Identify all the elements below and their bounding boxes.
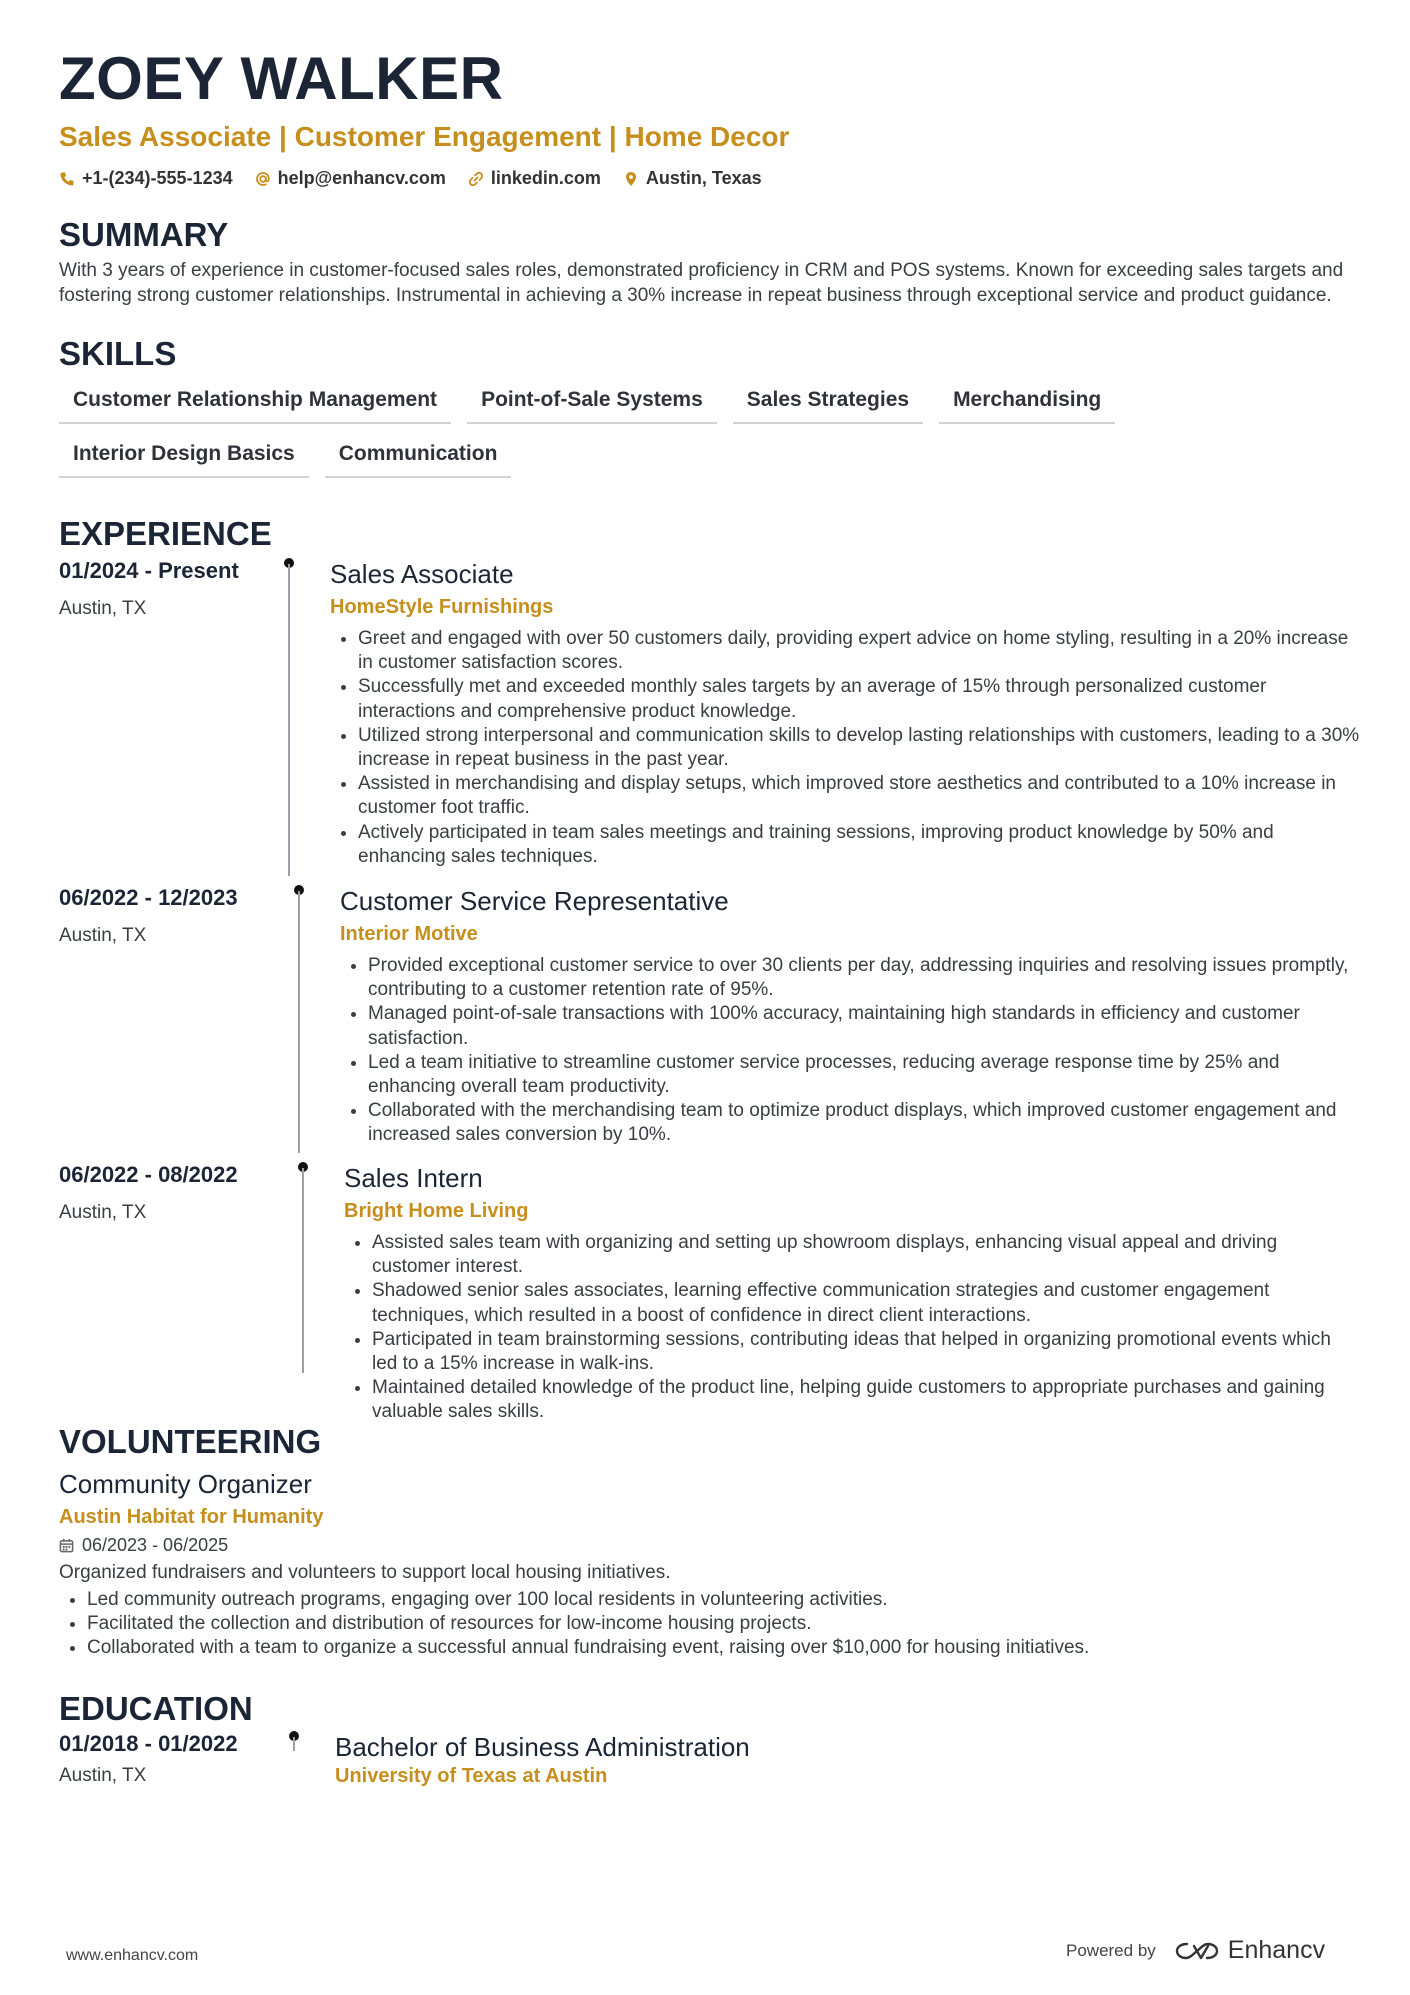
job-bullet: • Collaborated with the merchandising team to optimize product displays, which improved customer engagement and increased sales conversion by 10%. bbox=[368, 1099, 1360, 1147]
volunteer-bullet: • Led community outreach programs, engaging over 100 local residents in volunteering activities. bbox=[87, 1588, 1359, 1612]
tagline: Sales Associate | Customer Engagement | Home Decor bbox=[59, 121, 790, 152]
footer-website[interactable]: www.enhancv.com bbox=[66, 1947, 199, 1964]
footer-branding bbox=[1066, 1936, 1325, 1965]
experience-entry bbox=[59, 1162, 1359, 1422]
job-company: HomeStyle Furnishings bbox=[330, 596, 554, 618]
skill-tag: Sales Strategies bbox=[733, 382, 923, 424]
volunteer-organization: Austin Habitat for Humanity bbox=[59, 1506, 324, 1528]
job-location: Austin, TX bbox=[59, 598, 147, 619]
skill-tag: Customer Relationship Management bbox=[59, 382, 451, 424]
job-bullet: • Actively participated in team sales meetings and training sessions, improving product knowledge by 50% and enhancing sales techniques. bbox=[358, 821, 1360, 869]
volunteer-bullet: • Collaborated with a team to organize a successful annual fundraising event, raising over $10,000 for housing initiatives. bbox=[87, 1636, 1359, 1660]
link-icon bbox=[468, 171, 484, 187]
job-bullet: • Provided exceptional customer service to over 30 clients per day, addressing inquiries and resolving issues promptly, contributing to a customer retention rate of 95%. bbox=[368, 954, 1360, 1002]
job-location: Austin, TX bbox=[59, 925, 147, 946]
contact-location bbox=[623, 168, 762, 189]
skill-tag: Interior Design Basics bbox=[59, 436, 309, 478]
calendar-icon bbox=[59, 1538, 74, 1553]
contact-location-text: Austin, Texas bbox=[645, 168, 762, 188]
job-date: 06/2022 - 12/2023 bbox=[59, 885, 238, 910]
job-bullet: • Led a team initiative to streamline customer service processes, reducing average response time by 25% and enhancing overall team productivity. bbox=[368, 1051, 1360, 1099]
volunteer-bullet: • Facilitated the collection and distribution of resources for low-income housing projects. bbox=[87, 1612, 1359, 1636]
school: University of Texas at Austin bbox=[335, 1764, 608, 1787]
contact-phone-text: +1-(234)-555-1234 bbox=[82, 168, 233, 188]
volunteer-date-text: 06/2023 - 06/2025 bbox=[82, 1535, 229, 1555]
job-title: Sales Associate bbox=[330, 559, 514, 589]
education-title: EDUCATION bbox=[59, 1689, 253, 1727]
enhancv-logo-text: Enhancv bbox=[1227, 1936, 1326, 1964]
at-icon bbox=[255, 171, 271, 187]
job-title: Sales Intern bbox=[344, 1163, 483, 1193]
education-location: Austin, TX bbox=[59, 1764, 147, 1786]
enhancv-logo-icon bbox=[1174, 1940, 1220, 1962]
volunteer-role: Community Organizer bbox=[59, 1469, 312, 1499]
job-date: 06/2022 - 08/2022 bbox=[59, 1162, 238, 1187]
contact-phone[interactable] bbox=[59, 168, 233, 189]
education-entry bbox=[59, 1731, 1359, 1801]
skill-tag: Merchandising bbox=[939, 382, 1115, 424]
contact-email[interactable] bbox=[255, 168, 446, 189]
job-bullet: • Assisted in merchandising and display setups, which improved store aesthetics and contributed to a 10% increase in customer foot traffic. bbox=[358, 772, 1360, 820]
volunteering-section bbox=[59, 1422, 1359, 1661]
contact-linkedin[interactable] bbox=[468, 168, 601, 189]
job-body bbox=[344, 1162, 1360, 1425]
resume-page bbox=[59, 44, 1359, 1801]
candidate-name: ZOEY WALKER bbox=[59, 45, 504, 112]
job-date: 01/2024 - Present bbox=[59, 558, 239, 583]
skills-title: SKILLS bbox=[59, 335, 177, 372]
experience-section bbox=[59, 514, 1359, 1422]
experience-title: EXPERIENCE bbox=[59, 515, 272, 552]
timeline-line bbox=[298, 891, 300, 1153]
powered-by-label: Powered by bbox=[1066, 1940, 1156, 1960]
timeline-line bbox=[302, 1168, 304, 1373]
contact-email-text: help@enhancv.com bbox=[277, 168, 446, 188]
timeline-line bbox=[293, 1737, 295, 1751]
job-bullet: • Managed point-of-sale transactions with 100% accuracy, maintaining high standards in efficiency and customer satisfaction. bbox=[368, 1002, 1360, 1050]
job-bullet: • Successfully met and exceeded monthly sales targets by an average of 15% through personalized customer interactions and comprehensive product knowledge. bbox=[358, 675, 1360, 723]
contact-linkedin-text: linkedin.com bbox=[490, 168, 601, 188]
job-company: Bright Home Living bbox=[344, 1200, 529, 1222]
job-bullet: • Assisted sales team with organizing and setting up showroom displays, enhancing visual appeal and driving customer interest. bbox=[372, 1231, 1360, 1279]
education-body bbox=[335, 1731, 1355, 1788]
job-bullet: • Utilized strong interpersonal and communication skills to develop lasting relationships with customers, leading to a 30% increase in repeat business in the past year. bbox=[358, 724, 1360, 772]
volunteer-date bbox=[59, 1535, 1359, 1556]
job-location: Austin, TX bbox=[59, 1202, 147, 1223]
skills-list bbox=[59, 382, 1359, 478]
volunteer-description: Organized fundraisers and volunteers to support local housing initiatives. bbox=[59, 1562, 671, 1583]
job-bullet: • Greet and engaged with over 50 customers daily, providing expert advice on home styling, resulting in a 20% increase in customer satisfaction scores. bbox=[358, 627, 1360, 675]
job-title: Customer Service Representative bbox=[340, 886, 729, 916]
job-bullets bbox=[330, 627, 1360, 869]
job-bullet: • Participated in team brainstorming sessions, contributing ideas that helped in organizing promotional events which led to a 15% increase in walk-ins. bbox=[372, 1328, 1360, 1376]
job-body bbox=[330, 558, 1360, 869]
skills-section bbox=[59, 334, 1359, 478]
location-pin-icon bbox=[623, 171, 639, 187]
volunteering-title: VOLUNTEERING bbox=[59, 1423, 322, 1460]
job-bullets bbox=[344, 1231, 1360, 1425]
contact-bar bbox=[59, 168, 1359, 189]
degree: Bachelor of Business Administration bbox=[335, 1731, 750, 1762]
timeline-line bbox=[288, 564, 290, 876]
skill-tag: Point-of-Sale Systems bbox=[467, 382, 717, 424]
job-bullet: • Shadowed senior sales associates, learning effective communication strategies and customer engagement techniques, which resulted in a boost of confidence in direct client interactions. bbox=[372, 1279, 1360, 1327]
experience-entry bbox=[59, 885, 1359, 1162]
job-company: Interior Motive bbox=[340, 923, 478, 945]
job-bullets bbox=[340, 954, 1360, 1148]
enhancv-logo[interactable] bbox=[1174, 1936, 1325, 1965]
education-date: 01/2018 - 01/2022 bbox=[59, 1730, 238, 1756]
education-section bbox=[59, 1689, 1359, 1801]
summary-text: With 3 years of experience in customer-focused sales roles, demonstrated proficiency in CRM and POS systems. Known for exceeding sales targets and fostering strong customer relationships. Instrumental in achieving a 30% increase in repeat business through exceptional service and product guidance. bbox=[59, 260, 1344, 306]
phone-icon bbox=[59, 171, 75, 187]
job-body bbox=[340, 885, 1360, 1148]
summary-title: SUMMARY bbox=[59, 216, 229, 253]
skill-tag: Communication bbox=[325, 436, 512, 478]
summary-section bbox=[59, 215, 1359, 308]
job-bullet: • Maintained detailed knowledge of the product line, helping guide customers to appropriate purchases and gaining valuable sales skills. bbox=[372, 1376, 1360, 1424]
experience-entry bbox=[59, 558, 1359, 885]
volunteer-bullets bbox=[59, 1588, 1359, 1661]
